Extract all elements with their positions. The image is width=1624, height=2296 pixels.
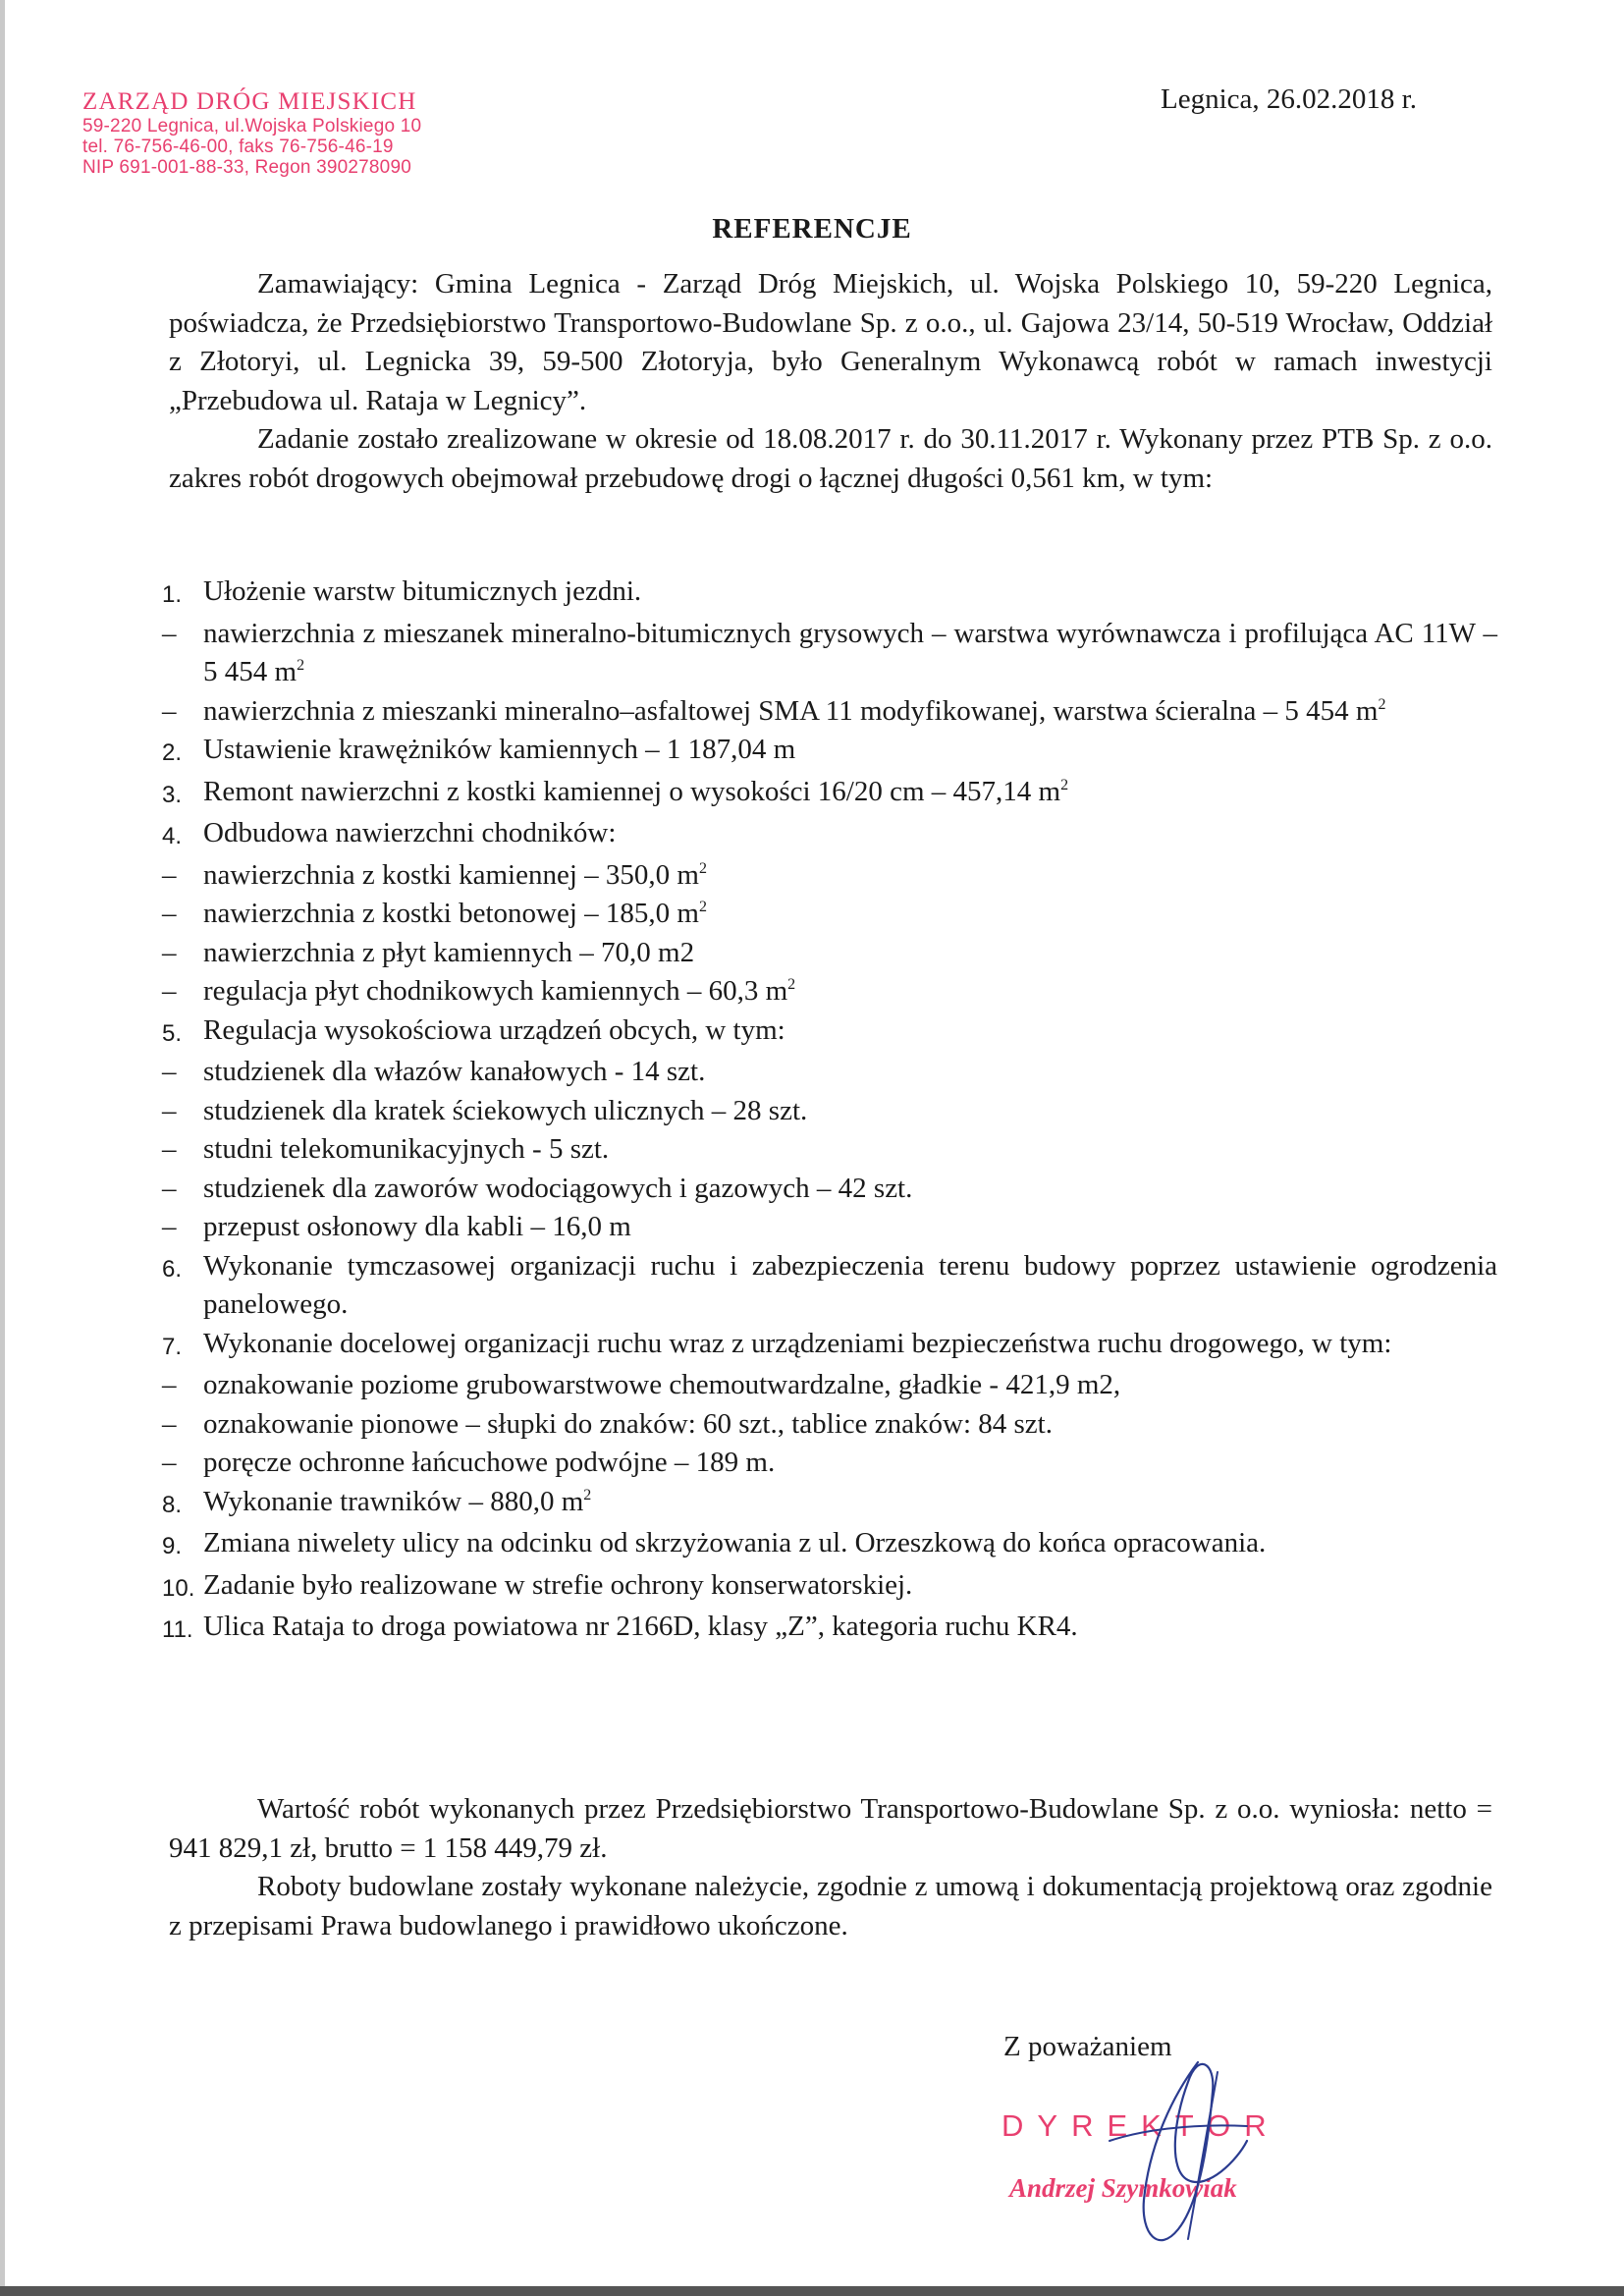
list-item (162, 1325, 1497, 1367)
list-marker: 1. (162, 581, 183, 608)
scope-list (162, 573, 1497, 1650)
list-marker: 7. (162, 1333, 183, 1360)
list-item (162, 1444, 1497, 1483)
list-item-label: Wykonanie docelowej organizacji ruchu wraz z urządzeniami bezpieczeństwa ruchu drogowego, w tym: (203, 1327, 1392, 1359)
list-item-label: studni telekomunikacyjnych - 5 szt. (203, 1133, 610, 1165)
list-item (162, 731, 1497, 773)
list-item-text (203, 731, 1497, 770)
list-marker: 8. (162, 1491, 183, 1518)
list-item-label: Zmiana niwelety ulicy na odcinku od skrzyżowania z ul. Orzeszkową do końca opracowania. (203, 1527, 1267, 1558)
scan-bottom-edge (0, 2286, 1624, 2296)
list-marker: 6. (162, 1255, 183, 1283)
list-marker: – (162, 1369, 177, 1400)
list-item (162, 934, 1497, 973)
letterhead-stamp (82, 88, 421, 178)
list-item (162, 1366, 1497, 1405)
list-item (162, 1170, 1497, 1209)
list-item (162, 972, 1497, 1011)
list-item-label: Remont nawierzchni z kostki kamiennej o wysokości 16/20 cm – 457,14 m (203, 775, 1061, 807)
list-marker: – (162, 1211, 177, 1242)
handwritten-signature (1051, 2033, 1286, 2269)
list-item (162, 1053, 1497, 1092)
list-item-label: oznakowanie poziome grubowarstwowe chemoutwardzalne, gładkie - 421,9 m2, (203, 1369, 1121, 1400)
list-item-label: Ułożenie warstw bitumicznych jezdni. (203, 575, 642, 607)
list-item-label: nawierzchnia z kostki betonowej – 185,0 m (203, 898, 699, 929)
list-item-label: Wykonanie trawników – 880,0 m (203, 1485, 584, 1517)
list-item-text (203, 1608, 1497, 1647)
list-marker: – (162, 936, 177, 968)
stamp-address: 59-220 Legnica, ul.Wojska Polskiego 10 (82, 116, 422, 137)
list-item (162, 1566, 1497, 1609)
list-item (162, 1011, 1497, 1054)
list-item-text (203, 773, 1497, 812)
list-item-text (203, 1405, 1497, 1445)
list-marker: – (162, 1094, 177, 1126)
list-marker: 3. (162, 781, 183, 808)
list-item-label: nawierzchnia z kostki kamiennej – 350,0 m (203, 858, 699, 891)
list-marker: 2. (162, 739, 183, 766)
list-item-label: oznakowanie pionowe – słupki do znaków: 60 szt., tablice znaków: 84 szt. (203, 1407, 1053, 1440)
body-closing (169, 1790, 1492, 1945)
list-item (162, 615, 1497, 692)
list-marker: 10. (162, 1574, 195, 1602)
list-item-label: studzienek dla zaworów wodociągowych i gazowych – 42 szt. (203, 1172, 913, 1204)
list-marker: – (162, 1056, 177, 1087)
document-date: Legnica, 26.02.2018 r. (1161, 83, 1417, 115)
list-item-text (203, 1247, 1497, 1325)
list-item-label: nawierzchnia z mieszanki mineralno–asfaltowej SMA 11 modyfikowanej, warstwa ścieralna – 5 454 m (203, 694, 1379, 727)
list-marker: – (162, 975, 177, 1007)
list-marker: 11. (162, 1616, 193, 1643)
list-item-label: Ulica Rataja to droga powiatowa nr 2166D, klasy „Z”, kategoria ruchu KR4. (203, 1611, 1078, 1642)
list-item-text (203, 615, 1497, 692)
list-item-label: poręcze ochronne łańcuchowe podwójne – 189 m. (203, 1447, 776, 1478)
list-marker: 4. (162, 823, 183, 849)
list-marker: 9. (162, 1533, 183, 1559)
list-marker: – (162, 617, 177, 649)
list-item-label: nawierzchnia z mieszanek mineralno-bitumicznych grysowych – warstwa wyrównawcza i profilująca AC 11W – 5 454 m (203, 617, 1497, 687)
list-item-label: Odbudowa nawierzchni chodników: (203, 817, 617, 848)
list-item-text (203, 1011, 1497, 1051)
stamp-phone: tel. 76-756-46-00, faks 76-756-46-19 (82, 137, 394, 157)
list-item-text (203, 1524, 1497, 1563)
list-item-label: regulacja płyt chodnikowych kamiennych – 60,3 m (203, 975, 788, 1007)
list-item-label: przepust osłonowy dla kabli – 16,0 m (203, 1211, 631, 1242)
unit-superscript: 2 (698, 859, 707, 877)
scan-edge (0, 0, 5, 2296)
unit-superscript: 2 (1060, 776, 1069, 793)
unit-superscript: 2 (698, 899, 707, 915)
list-marker: – (162, 1407, 177, 1440)
list-marker: – (162, 898, 177, 929)
list-item-text (203, 573, 1497, 612)
unit-superscript: 2 (297, 657, 305, 674)
unit-superscript: 2 (583, 1486, 592, 1503)
stamp-ids: NIP 691-001-88-33, Regon 390278090 (82, 157, 411, 178)
list-item-label: nawierzchnia z płyt kamiennych – 70,0 m2 (203, 936, 695, 968)
list-item-text (203, 1566, 1497, 1606)
list-item-text (203, 1170, 1497, 1209)
list-item-text (203, 1208, 1497, 1247)
paragraph-scope: Zadanie zostało zrealizowane w okresie od 18.08.2017 r. do 30.11.2017 r. Wykonany przez PTB Sp. z o.o. zakres robót drogowych obejmował przebudowę drogi o łącznej długości 0,561 km, w tym: (169, 423, 1492, 494)
list-marker: – (162, 1172, 177, 1204)
list-item (162, 692, 1497, 732)
list-item-text (203, 692, 1497, 732)
list-marker: – (162, 1447, 177, 1478)
list-item (162, 1092, 1497, 1131)
list-marker: 5. (162, 1019, 183, 1047)
list-item (162, 1483, 1497, 1525)
stamp-director: DYREKTOR (1001, 2108, 1280, 2143)
unit-superscript: 2 (787, 976, 796, 993)
list-item-text (203, 814, 1497, 853)
document-title: REFERENCJE (712, 213, 912, 245)
list-item-label: Zadanie było realizowane w strefie ochrony konserwatorskiej. (203, 1568, 913, 1601)
list-item-label: studzienek dla włazów kanałowych - 14 szt. (203, 1056, 706, 1087)
list-item-text (203, 934, 1497, 973)
list-item-text (203, 1444, 1497, 1483)
list-item (162, 814, 1497, 856)
list-item (162, 573, 1497, 615)
list-marker: – (162, 1133, 177, 1165)
list-item (162, 1247, 1497, 1325)
list-marker: – (162, 858, 177, 891)
list-item-text (203, 1325, 1497, 1364)
list-item (162, 1524, 1497, 1566)
unit-superscript: 2 (1378, 695, 1386, 713)
list-item-text (203, 1366, 1497, 1405)
closing-phrase: Z poważaniem (1003, 2031, 1172, 2062)
list-item-label: Regulacja wysokościowa urządzeń obcych, w tym: (203, 1013, 785, 1046)
list-item-text (203, 856, 1497, 896)
list-item-text (203, 972, 1497, 1011)
stamp-signer-name: Andrzej Szymkowiak (1009, 2173, 1237, 2203)
paragraph-value: Wartość robót wykonanych przez Przedsiębiorstwo Transportowo-Budowlane Sp. z o.o. wyniosła: netto = 941 829,1 zł, brutto = 1 158 449,79 zł. (169, 1793, 1492, 1864)
stamp-organization-name: ZARZĄD DRÓG MIEJSKICH (82, 88, 417, 115)
list-item-label: studzienek dla kratek ściekowych ulicznych – 28 szt. (203, 1094, 808, 1126)
list-item (162, 773, 1497, 815)
paragraph-assessment: Roboty budowlane zostały wykonane należycie, zgodnie z umową i dokumentacją projektową oraz zgodnie z przepisami Prawa budowlanego i prawidłowo ukończone. (169, 1871, 1492, 1941)
list-item-text (203, 895, 1497, 934)
list-item (162, 1608, 1497, 1650)
list-item (162, 1208, 1497, 1247)
list-item (162, 1130, 1497, 1170)
list-item-text (203, 1483, 1497, 1522)
list-item-label: Ustawienie krawężników kamiennych – 1 187,04 m (203, 734, 796, 765)
list-item-text (203, 1053, 1497, 1092)
list-item (162, 1405, 1497, 1445)
list-item-label: Wykonanie tymczasowej organizacji ruchu i zabezpieczenia terenu budowy poprzez ustawienie ogrodzenia panelowego. (203, 1249, 1497, 1320)
list-item (162, 856, 1497, 896)
list-item-text (203, 1092, 1497, 1131)
list-marker: – (162, 694, 177, 727)
list-item (162, 895, 1497, 934)
paragraph-principal: Zamawiający: Gmina Legnica - Zarząd Dróg Miejskich, ul. Wojska Polskiego 10, 59-220 Legnica, poświadcza, że Przedsiębiorstwo Transportowo-Budowlane Sp. z o.o., ul. Gajowa 23/14, 50-519 Wrocław, Oddział z Złotoryi, ul. Legnicka 39, 59-500 Złotoryja, było Generalnym Wykonawcą robót w ramach inwestycji „Przebudowa ul. Rataja w Legnicy”. (169, 268, 1492, 416)
list-item-text (203, 1130, 1497, 1170)
body-intro (169, 265, 1492, 498)
